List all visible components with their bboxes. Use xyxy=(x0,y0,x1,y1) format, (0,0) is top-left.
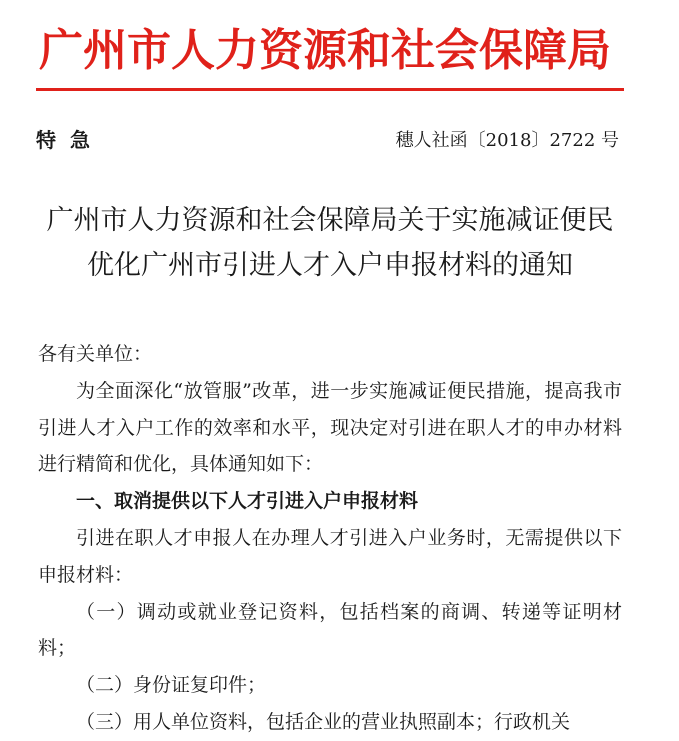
document-title-line-2: 优化广州市引进人才入户申报材料的通知 xyxy=(87,250,573,281)
section-heading: 一、取消提供以下人才引进入户申报材料 xyxy=(76,490,419,513)
list-item: （三）用人单位资料，包括企业的营业执照副本；行政机关 xyxy=(76,710,571,733)
urgency-label: 特急 xyxy=(36,128,104,152)
salutation: 各有关单位： xyxy=(38,343,153,365)
masthead-red-rule xyxy=(36,88,624,91)
section-paragraph: 引进在职人才申报人在办理人才引进入户业务时，无需提供以下申报材料： xyxy=(38,526,622,586)
document-body xyxy=(38,336,622,741)
document-number: 穗人社函〔2018〕2722 号 xyxy=(395,130,619,151)
issuing-authority-masthead: 广州市人力资源和社会保障局 xyxy=(39,25,611,76)
intro-paragraph: 为全面深化“放管服”改革，进一步实施减证便民措施，提高我市引进人才入户工作的效率和水平，现决定对引进在职人才的申办材料进行精简和优化，具体通知如下： xyxy=(38,379,622,476)
document-title-line-1: 广州市人力资源和社会保障局关于实施减证便民 xyxy=(46,205,614,236)
list-item: （二）身份证复印件； xyxy=(76,674,267,697)
list-item: （一）调动或就业登记资料，包括档案的商调、转递等证明材料； xyxy=(38,600,622,660)
document-title xyxy=(30,198,630,288)
